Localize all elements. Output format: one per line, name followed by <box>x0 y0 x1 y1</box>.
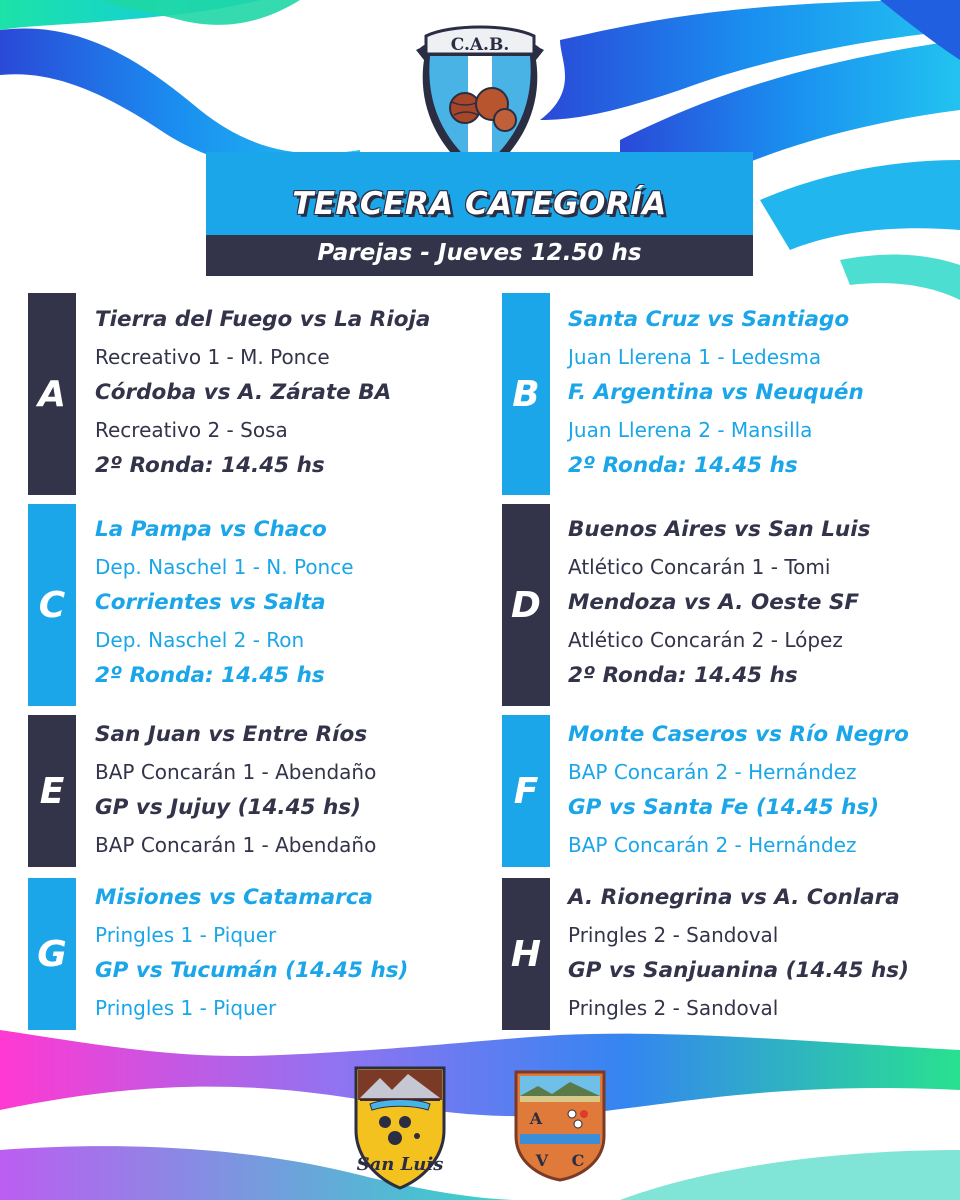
group-matches <box>568 717 909 863</box>
match-line: Tierra del Fuego vs La Rioja <box>95 307 431 332</box>
san-luis-club-logo <box>350 1060 450 1190</box>
venue-line: Pringles 2 - Sandoval <box>568 922 779 947</box>
san-luis-logo-text: San Luis <box>356 1154 444 1175</box>
group-letter: C <box>38 584 66 626</box>
venue-line: Juan Llerena 1 - Ledesma <box>568 344 822 369</box>
venue-line: BAP Concarán 2 - Hernández <box>568 832 857 857</box>
group-matches <box>568 880 909 1026</box>
match-line: San Juan vs Entre Ríos <box>95 722 368 747</box>
crest-text: C.A.B. <box>450 35 510 55</box>
group-matches <box>95 717 376 863</box>
round-line: 2º Ronda: 14.45 hs <box>95 453 325 478</box>
venue-line: Atlético Concarán 1 - Tomi <box>568 554 831 579</box>
group-letter: D <box>511 584 541 626</box>
match-line: Monte Caseros vs Río Negro <box>568 722 909 747</box>
venue-line: Dep. Naschel 2 - Ron <box>95 627 305 652</box>
schedule-subtitle: Parejas - Jueves 12.50 hs <box>317 240 642 266</box>
avc-club-logo <box>510 1066 610 1182</box>
group-letter: F <box>513 770 539 812</box>
avc-letter: V <box>535 1151 549 1170</box>
avc-letter: C <box>571 1151 585 1170</box>
round-line: 2º Ronda: 14.45 hs <box>568 453 798 478</box>
venue-line: Dep. Naschel 1 - N. Ponce <box>95 554 354 579</box>
match-line: Córdoba vs A. Zárate BA <box>95 380 392 405</box>
match-line: A. Rionegrina vs A. Conlara <box>568 885 900 910</box>
group-letter-box <box>502 293 550 495</box>
group-letter-box <box>28 715 76 867</box>
group-matches <box>95 880 408 1026</box>
match-line: Misiones vs Catamarca <box>95 885 374 910</box>
match-line: F. Argentina vs Neuquén <box>568 380 864 405</box>
group-letter: B <box>512 373 540 415</box>
venue-line: Pringles 2 - Sandoval <box>568 995 779 1020</box>
venue-line: Pringles 1 - Piquer <box>95 995 277 1020</box>
group-matches <box>95 512 354 695</box>
group-letter-box <box>28 293 76 495</box>
group-letter: A <box>38 373 66 415</box>
match-line: Santa Cruz vs Santiago <box>568 307 850 332</box>
group-letter: H <box>510 933 542 975</box>
match-line: GP vs Tucumán (14.45 hs) <box>95 958 409 983</box>
group-letter: G <box>37 933 67 975</box>
match-line: Buenos Aires vs San Luis <box>568 517 871 542</box>
group-matches <box>568 512 870 695</box>
group-letter: E <box>39 770 65 812</box>
match-line: Mendoza vs A. Oeste SF <box>568 590 860 615</box>
venue-line: Atlético Concarán 2 - López <box>568 627 843 652</box>
group-matches <box>95 302 430 485</box>
venue-line: Pringles 1 - Piquer <box>95 922 277 947</box>
venue-line: Recreativo 2 - Sosa <box>95 417 288 442</box>
group-letter-box <box>28 878 76 1030</box>
round-line: 2º Ronda: 14.45 hs <box>95 663 325 688</box>
avc-letter: A <box>529 1109 543 1128</box>
category-title: TERCERA CATEGORÍA <box>292 186 667 222</box>
venue-line: BAP Concarán 1 - Abendaño <box>95 832 377 857</box>
match-line: Corrientes vs Salta <box>95 590 326 615</box>
venue-line: BAP Concarán 2 - Hernández <box>568 759 857 784</box>
group-letter-box <box>502 504 550 706</box>
match-line: GP vs Sanjuanina (14.45 hs) <box>568 958 909 983</box>
group-matches <box>568 302 864 485</box>
venue-line: Juan Llerena 2 - Mansilla <box>568 417 813 442</box>
match-line: GP vs Santa Fe (14.45 hs) <box>568 795 880 820</box>
group-letter-box <box>502 878 550 1030</box>
group-letter-box <box>28 504 76 706</box>
round-line: 2º Ronda: 14.45 hs <box>568 663 798 688</box>
venue-line: BAP Concarán 1 - Abendaño <box>95 759 377 784</box>
venue-line: Recreativo 1 - M. Ponce <box>95 344 330 369</box>
match-line: La Pampa vs Chaco <box>95 517 327 542</box>
match-line: GP vs Jujuy (14.45 hs) <box>95 795 361 820</box>
group-letter-box <box>502 715 550 867</box>
